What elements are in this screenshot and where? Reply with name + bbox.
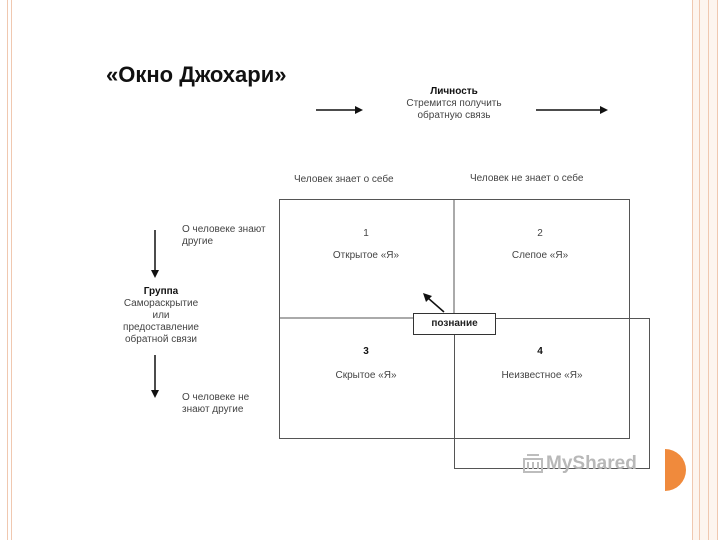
personality-line-1: Стремится получить [406,98,502,109]
watermark-text: MyShared [546,453,637,474]
arrow-right-icon-1 [316,106,363,114]
group-line-2: или [152,310,170,321]
slide-title: «Окно Джохари» [106,62,287,87]
group-label: Группа [143,286,179,297]
row-label-others-know-2: другие [182,236,214,247]
quadrant-3-label: Скрытое «Я» [335,370,397,381]
group-line-3: предоставление [123,322,199,333]
personality-line-2: обратную связь [417,110,491,121]
column-header-knows: Человек знает о себе [294,174,394,185]
quadrant-3-number: 3 [363,346,369,357]
group-line-4: обратной связи [124,334,197,345]
arrow-down-icon-1 [151,230,159,278]
quadrant-1-label: Открытое «Я» [332,250,400,261]
arrow-right-icon-2 [536,106,608,114]
personality-label: Личность [430,86,478,97]
column-header-not-knows: Человек не знает о себе [470,173,584,184]
quadrant-4-label: Неизвестное «Я» [501,370,583,381]
center-label-box: познание [413,313,496,335]
myshared-logo-icon [524,455,542,472]
arrow-down-icon-2 [151,355,159,398]
row-label-others-not-know-2: знают другие [182,404,244,415]
row-label-others-know-1: О человеке знают [182,224,266,235]
quadrant-1-number: 1 [363,228,369,239]
group-line-1: Самораскрытие [123,298,199,309]
row-label-others-not-know-1: О человеке не [182,392,250,403]
arrow-diagonal-icon [423,293,444,312]
quadrant-4-number: 4 [537,346,543,357]
quadrant-2-number: 2 [537,228,543,239]
quadrant-2-label: Слепое «Я» [511,250,569,261]
